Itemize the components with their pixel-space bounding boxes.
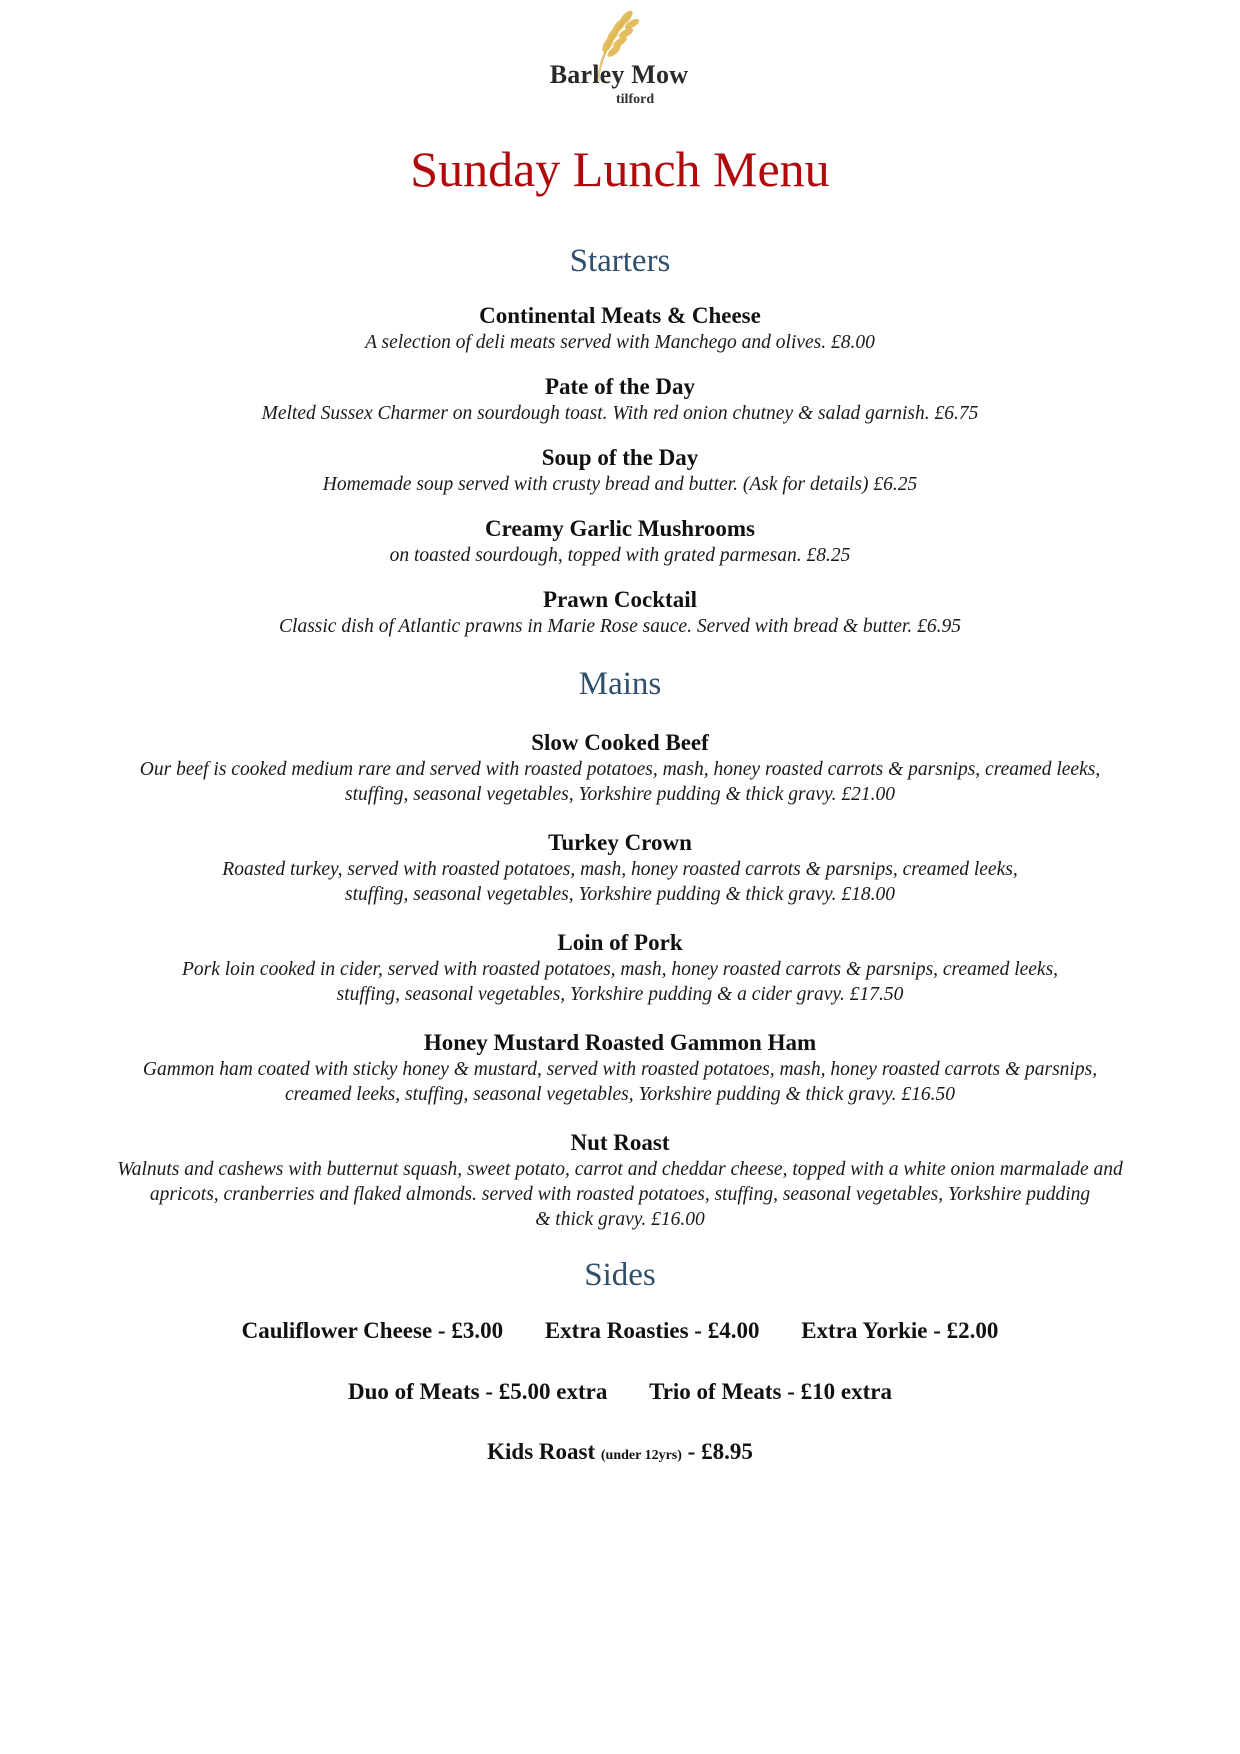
- description-line: Gammon ham coated with sticky honey & mustard, served with roasted potatoes, mash, honey roasted carrots & parsnips,: [142, 1059, 1098, 1080]
- kids-roast-price: - £8.95: [687, 1439, 753, 1464]
- page-title: Sunday Lunch Menu: [410, 141, 830, 197]
- item-name: Pate of the Day: [544, 374, 696, 399]
- sides-row-1: [0, 1318, 1240, 1344]
- item-description: [60, 614, 1180, 639]
- description-line: Roasted turkey, served with roasted potatoes, mash, honey roasted carrots & parsnips, creamed leeks,: [222, 859, 1018, 880]
- item-description: [60, 330, 1180, 355]
- menu-item: [60, 302, 1180, 355]
- item-name: Creamy Garlic Mushrooms: [484, 516, 755, 541]
- menu-item: [60, 1029, 1180, 1107]
- kids-roast: [0, 1439, 1240, 1465]
- kids-roast-note: (under 12yrs): [600, 1448, 682, 1463]
- description-line: Walnuts and cashews with butternut squash, sweet potato, carrot and cheddar cheese, topped with a white onion marmalade and: [117, 1159, 1123, 1180]
- section-heading-sides: Sides: [584, 1257, 656, 1293]
- logo-location: tilford: [616, 92, 655, 107]
- side-item: Extra Yorkie - £2.00: [801, 1318, 999, 1343]
- logo: [520, 4, 720, 114]
- description-line: stuffing, seasonal vegetables, Yorkshire pudding & a cider gravy. £17.50: [336, 984, 904, 1005]
- menu-item: [60, 515, 1180, 568]
- item-description: [60, 472, 1180, 497]
- item-name: Honey Mustard Roasted Gammon Ham: [423, 1030, 817, 1055]
- item-description: [60, 1057, 1180, 1107]
- item-name: Continental Meats & Cheese: [479, 303, 761, 328]
- menu-item: [60, 444, 1180, 497]
- sides-row-2: [0, 1379, 1240, 1405]
- description-line: Pork loin cooked in cider, served with roasted potatoes, mash, honey roasted carrots & parsnips, creamed leeks,: [181, 959, 1059, 980]
- description-line: Our beef is cooked medium rare and served with roasted potatoes, mash, honey roasted carrots & parsnips, creamed leeks,: [139, 759, 1101, 780]
- logo-name: Barley Mow: [549, 60, 689, 89]
- description-line: on toasted sourdough, topped with grated parmesan. £8.25: [389, 545, 851, 566]
- description-line: Homemade soup served with crusty bread and butter. (Ask for details) £6.25: [322, 474, 918, 495]
- description-line: Classic dish of Atlantic prawns in Marie Rose sauce. Served with bread & butter. £6.95: [279, 616, 961, 637]
- description-line: creamed leeks, stuffing, seasonal vegetables, Yorkshire pudding & thick gravy. £16.50: [285, 1084, 955, 1105]
- side-item: Trio of Meats - £10 extra: [649, 1379, 892, 1404]
- menu-item: [60, 729, 1180, 807]
- menu-item: [60, 929, 1180, 1007]
- description-line: stuffing, seasonal vegetables, Yorkshire pudding & thick gravy. £18.00: [345, 884, 895, 905]
- description-line: & thick gravy. £16.00: [535, 1209, 705, 1230]
- section-heading-mains: Mains: [578, 666, 662, 702]
- item-description: [60, 757, 1180, 807]
- item-name: Prawn Cocktail: [543, 587, 697, 612]
- side-item: Duo of Meats - £5.00 extra: [348, 1379, 608, 1404]
- menu-item: [60, 373, 1180, 426]
- description-line: apricots, cranberries and flaked almonds. served with roasted potatoes, stuffing, seasonal vegetables, Yorkshire pudding: [149, 1184, 1091, 1205]
- side-item: Cauliflower Cheese - £3.00: [241, 1318, 504, 1343]
- item-name: Turkey Crown: [548, 830, 692, 855]
- description-line: stuffing, seasonal vegetables, Yorkshire pudding & thick gravy. £21.00: [345, 784, 895, 805]
- item-description: [60, 957, 1180, 1007]
- item-description: [60, 543, 1180, 568]
- item-name: Loin of Pork: [557, 930, 683, 955]
- item-name: Nut Roast: [570, 1130, 670, 1155]
- item-description: [60, 1157, 1180, 1232]
- menu-item: [60, 1129, 1180, 1232]
- side-item: Extra Roasties - £4.00: [544, 1318, 760, 1343]
- item-name: Soup of the Day: [541, 445, 699, 470]
- menu-item: [60, 829, 1180, 907]
- section-heading-starters: Starters: [569, 243, 671, 279]
- description-line: A selection of deli meats served with Manchego and olives. £8.00: [365, 332, 875, 353]
- menu-item: [60, 586, 1180, 639]
- item-name: Slow Cooked Beef: [531, 730, 709, 755]
- description-line: Melted Sussex Charmer on sourdough toast. With red onion chutney & salad garnish. £6.75: [261, 403, 979, 424]
- kids-roast-label: Kids Roast: [487, 1439, 596, 1464]
- item-description: [60, 857, 1180, 907]
- item-description: [60, 401, 1180, 426]
